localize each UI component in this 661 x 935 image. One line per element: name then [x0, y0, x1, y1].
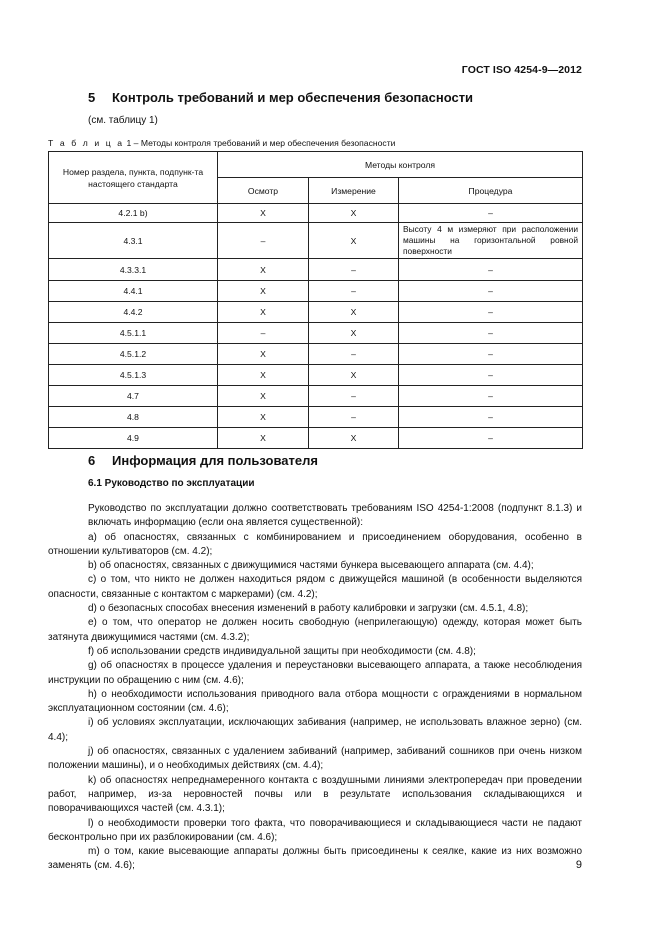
table-row	[49, 407, 583, 428]
cell-inspection: X	[218, 302, 309, 323]
cell-measurement: –	[309, 407, 399, 428]
list-item-b: b) об опасностях, связанных с движущимися частями бункера высевающего аппарата (см. 4.4);	[88, 560, 534, 572]
cell-inspection: X	[218, 281, 309, 302]
table-row	[49, 204, 583, 223]
cell-measurement: –	[309, 344, 399, 365]
list-item-e: e) о том, что оператор не должен носить свободную (неприлегающую) одежду, которая может быть затянута движущимися частями (см. 4.3.2);	[48, 617, 582, 643]
cell-procedure: –	[399, 344, 583, 365]
cell-inspection: X	[218, 386, 309, 407]
control-methods-table	[48, 151, 583, 449]
column-header-section: Номер раздела, пункта, подпунк-та настоящего стандарта	[49, 152, 218, 204]
table-reference: (см. таблицу 1)	[88, 115, 158, 126]
column-header-procedure: Процедура	[399, 178, 583, 204]
page-number: 9	[575, 859, 582, 871]
cell-section: 4.3.1	[49, 223, 218, 259]
cell-procedure: –	[399, 302, 583, 323]
cell-procedure: –	[399, 365, 583, 386]
cell-inspection: X	[218, 344, 309, 365]
cell-inspection: X	[218, 259, 309, 281]
cell-measurement: –	[309, 281, 399, 302]
cell-section: 4.5.1.2	[49, 344, 218, 365]
table-row	[49, 428, 583, 449]
cell-measurement: X	[309, 204, 399, 223]
list-item-j: j) об опасностях, связанных с удалением забиваний (например, забиваний сошников при очень низком положении машины), и о необходимых действиях (см. 4.4);	[48, 746, 582, 772]
cell-measurement: X	[309, 223, 399, 259]
cell-section: 4.5.1.3	[49, 365, 218, 386]
list-item-c: c) о том, что никто не должен находиться рядом с движущейся машиной (в особенности выделяются опасности, связанные с контактом с маркерами) (см. 4.2);	[48, 574, 582, 600]
list-item-h: h) о необходимости использования приводного вала отбора мощности с ограждениями в нормальном эксплуатационном состоянии (см. 4.6);	[48, 688, 582, 715]
paragraph-intro: Руководство по эксплуатации должно соответствовать требованиям ISO 4254-1:2008 (подпункт 8.1.3) и включать информацию (если она является существенной):	[88, 503, 582, 529]
cell-measurement: X	[309, 302, 399, 323]
cell-measurement: –	[309, 259, 399, 281]
list-item-i: i) об условиях эксплуатации, исключающих забивания (например, не использовать влажное зерно) (см. 4.4);	[48, 717, 582, 743]
cell-procedure: –	[399, 386, 583, 407]
table-row	[49, 302, 583, 323]
table-row	[49, 323, 583, 344]
cell-inspection: –	[218, 323, 309, 344]
section-5-number: 5	[88, 90, 96, 105]
column-header-methods: Методы контроля	[218, 152, 583, 178]
table-caption-text: 1 – Методы контроля требований и мер обеспечения безопасности	[124, 138, 396, 148]
user-manual-requirements	[48, 502, 582, 874]
table-caption-prefix: Т а б л и ц а	[48, 138, 125, 148]
cell-inspection: X	[218, 428, 309, 449]
list-item-a: a) об опасностях, связанных с комбинированием и присоединением оборудования, особенно в отношении культиваторов (см. 4.2);	[48, 531, 582, 557]
cell-measurement: X	[309, 428, 399, 449]
section-6-number: 6	[88, 453, 96, 468]
column-header-measurement: Измерение	[309, 178, 399, 204]
cell-measurement: –	[309, 386, 399, 407]
document-code: ГОСТ ISO 4254-9—2012	[461, 64, 582, 76]
table-row	[49, 386, 583, 407]
column-header-inspection: Осмотр	[218, 178, 309, 204]
section-6-heading	[88, 453, 318, 468]
list-item-l: l) о необходимости проверки того факта, что поворачивающиеся и складывающиеся части не падают бесконтрольно при их разблокировании (см. 4.6);	[48, 817, 582, 843]
cell-measurement: X	[309, 365, 399, 386]
cell-section: 4.3.3.1	[49, 259, 218, 281]
cell-procedure: –	[399, 407, 583, 428]
cell-procedure: –	[399, 204, 583, 223]
table-row	[49, 281, 583, 302]
cell-procedure: –	[399, 323, 583, 344]
cell-section: 4.4.1	[49, 281, 218, 302]
table-row	[49, 259, 583, 281]
list-item-m: m) о том, какие высевающие аппараты должны быть присоединены к сеялке, какие из них возможно заменять (см. 4.6);	[48, 846, 582, 872]
table-row	[49, 365, 583, 386]
list-item-f: f) об использовании средств индивидуальной защиты при необходимости (см. 4.8);	[88, 645, 476, 657]
cell-inspection: X	[218, 407, 309, 428]
section-5-title: Контроль требований и мер обеспечения безопасности	[112, 90, 474, 105]
cell-section: 4.2.1 b)	[49, 204, 218, 223]
cell-section: 4.9	[49, 428, 218, 449]
cell-section: 4.7	[49, 386, 218, 407]
list-item-g: g) об опасностях в процессе удаления и переустановки высевающего аппарата, а также несоблюдения инструкции по обращению с ним (см. 4.6);	[48, 660, 582, 686]
cell-procedure: –	[399, 281, 583, 302]
table-caption	[48, 138, 395, 148]
cell-section: 4.8	[49, 407, 218, 428]
cell-procedure: –	[399, 428, 583, 449]
list-item-k: k) об опасностях непреднамеренного контакта с воздушными линиями электропередач при проведении работ, например, из-за неровностей почвы или в результате использования складывающихся и поворачивающихся частей (см. 4.3.1);	[48, 774, 582, 815]
cell-inspection: –	[218, 223, 309, 259]
cell-inspection: X	[218, 365, 309, 386]
cell-section: 4.4.2	[49, 302, 218, 323]
table-row	[49, 223, 583, 259]
cell-measurement: X	[309, 323, 399, 344]
section-5-heading	[88, 90, 473, 105]
section-6-title: Информация для пользователя	[112, 453, 318, 468]
list-item-d: d) о безопасных способах внесения изменений в работу калибровки и загрузки (см. 4.5.1, 4.8);	[88, 603, 529, 615]
subsection-6-1-title: 6.1 Руководство по эксплуатации	[88, 478, 255, 489]
cell-procedure: Высоту 4 м измеряют при расположении машины на горизонтальной ровной поверхности	[399, 223, 583, 259]
cell-procedure: –	[399, 259, 583, 281]
cell-inspection: X	[218, 204, 309, 223]
table-row	[49, 344, 583, 365]
cell-section: 4.5.1.1	[49, 323, 218, 344]
